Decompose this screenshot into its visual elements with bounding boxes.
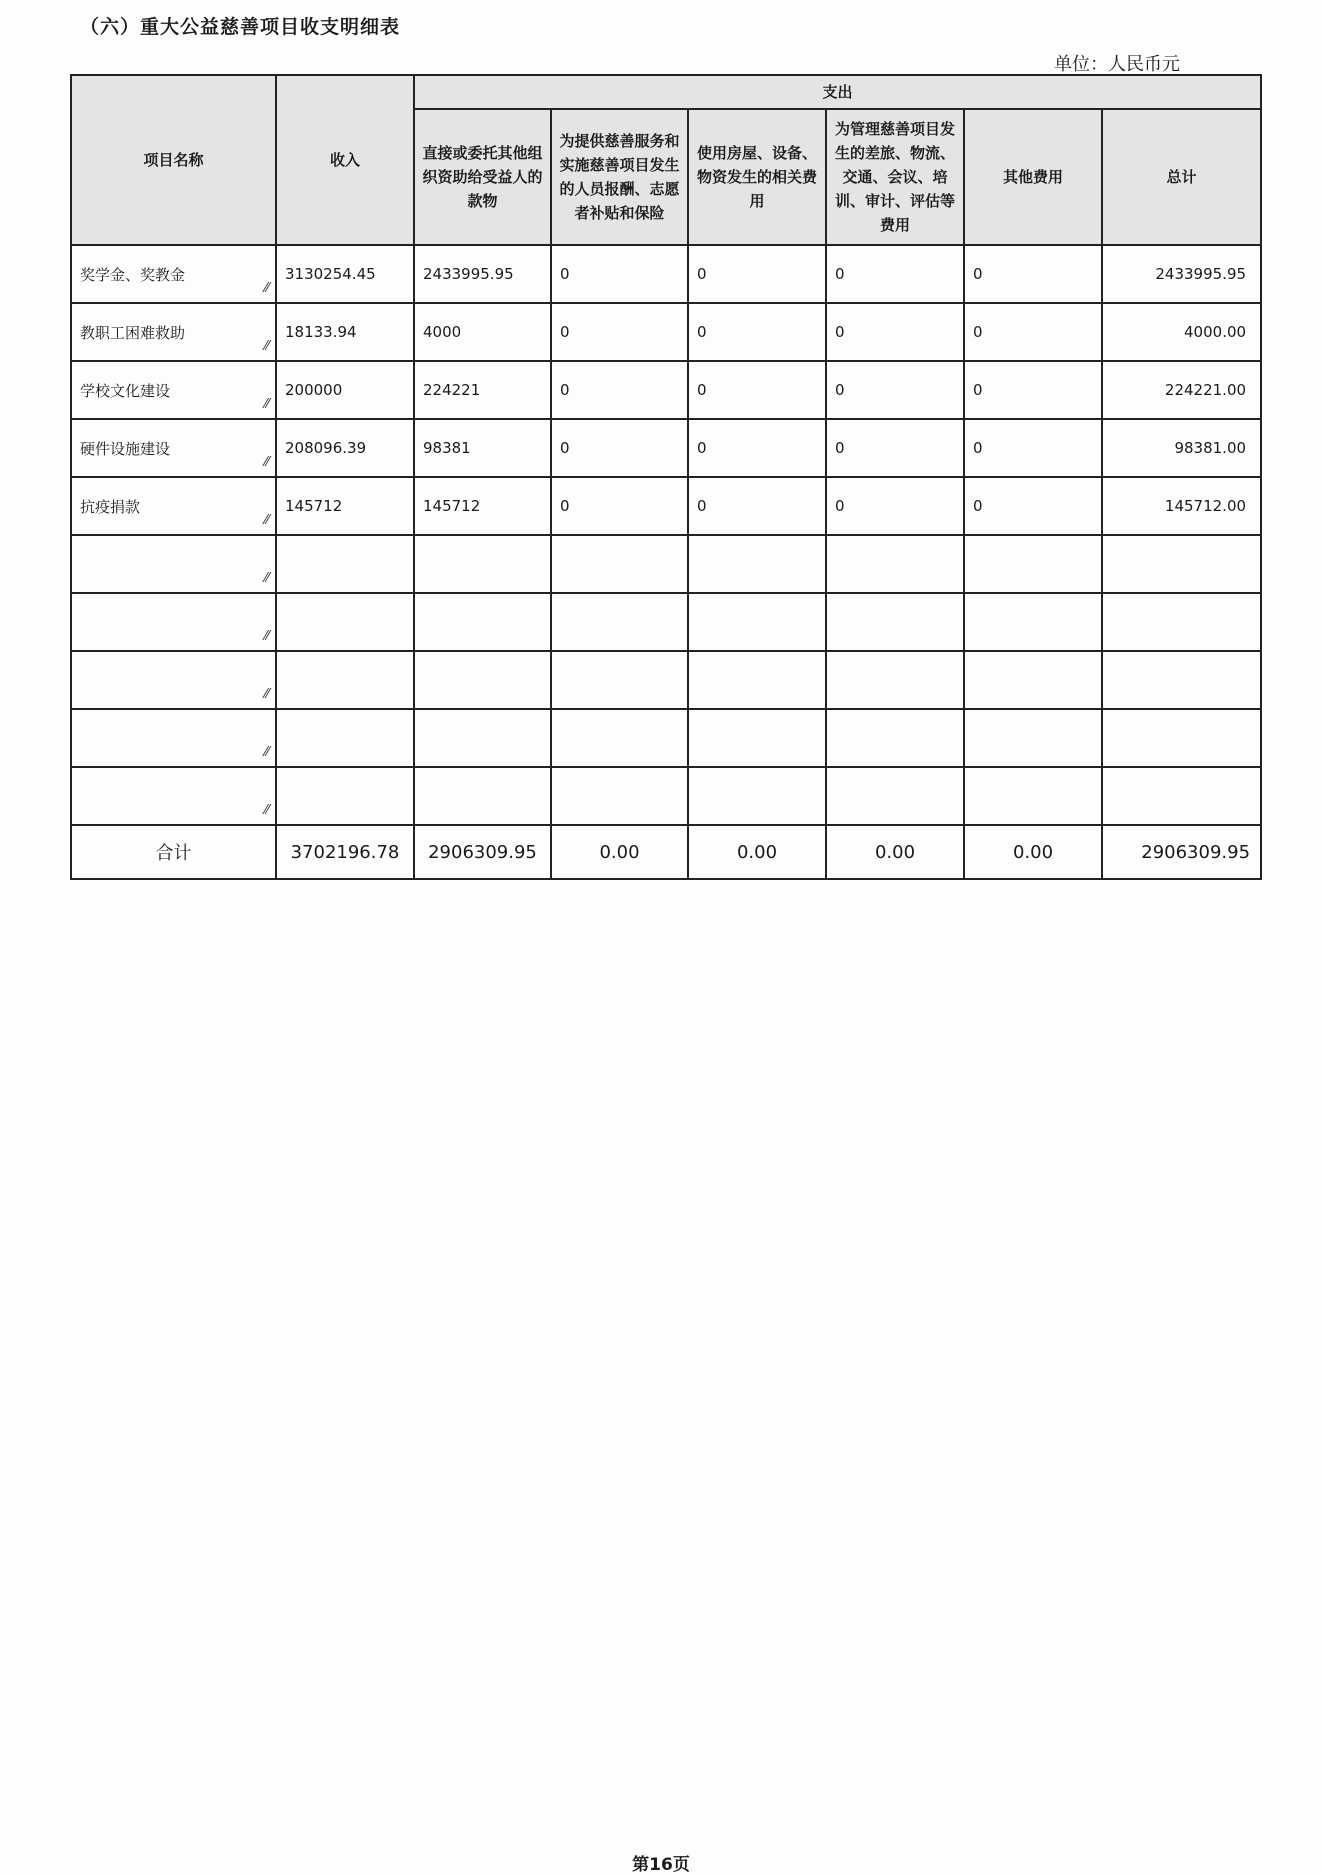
cell-other-cost — [964, 651, 1102, 709]
resize-handle-icon: ⁄⁄ — [264, 571, 269, 586]
resize-handle-icon: ⁄⁄ — [264, 745, 269, 760]
table-row — [71, 709, 1261, 767]
cell-other-cost: 0 — [964, 477, 1102, 535]
header-personnel-cost: 为提供慈善服务和实施慈善项目发生的人员报酬、志愿者补贴和保险 — [551, 109, 688, 245]
cell-income — [276, 593, 414, 651]
cell-management-cost: 0 — [826, 361, 964, 419]
table-row — [71, 419, 1261, 477]
cell-project-name — [71, 767, 276, 825]
table-body — [71, 245, 1261, 825]
cell-project-name — [71, 303, 276, 361]
project-name-text: 抗疫捐款 — [80, 497, 141, 516]
cell-management-cost — [826, 767, 964, 825]
cell-direct-aid: 145712 — [414, 477, 551, 535]
cell-income — [276, 535, 414, 593]
cell-personnel-cost: 0 — [551, 361, 688, 419]
cell-management-cost: 0 — [826, 419, 964, 477]
project-name-text: 教职工困难救助 — [80, 323, 186, 342]
cell-direct-aid: 98381 — [414, 419, 551, 477]
cell-project-name — [71, 651, 276, 709]
cell-facility-cost: 0 — [688, 303, 826, 361]
table-row — [71, 477, 1261, 535]
cell-facility-cost — [688, 709, 826, 767]
header-income: 收入 — [276, 75, 414, 245]
header-other-cost: 其他费用 — [964, 109, 1102, 245]
cell-management-cost: 0 — [826, 477, 964, 535]
cell-direct-aid — [414, 593, 551, 651]
footer-total: 2906309.95 — [1102, 825, 1261, 879]
cell-other-cost: 0 — [964, 303, 1102, 361]
page-number: 第16页 — [632, 1855, 690, 1875]
table-row — [71, 361, 1261, 419]
cell-facility-cost — [688, 593, 826, 651]
cell-personnel-cost: 0 — [551, 477, 688, 535]
header-expense-group: 支出 — [414, 75, 1261, 109]
cell-project-name — [71, 419, 276, 477]
footer-label: 合计 — [71, 825, 276, 879]
cell-project-name — [71, 477, 276, 535]
cell-direct-aid — [414, 651, 551, 709]
resize-handle-icon: ⁄⁄ — [264, 339, 269, 354]
cell-personnel-cost: 0 — [551, 303, 688, 361]
cell-other-cost — [964, 593, 1102, 651]
cell-other-cost — [964, 709, 1102, 767]
cell-personnel-cost — [551, 593, 688, 651]
cell-income: 200000 — [276, 361, 414, 419]
header-management-cost: 为管理慈善项目发生的差旅、物流、交通、会议、培训、审计、评估等费用 — [826, 109, 964, 245]
footer-personnel-cost: 0.00 — [551, 825, 688, 879]
table-row — [71, 245, 1261, 303]
cell-project-name — [71, 593, 276, 651]
cell-total — [1102, 709, 1261, 767]
cell-total: 4000.00 — [1102, 303, 1261, 361]
cell-management-cost — [826, 535, 964, 593]
unit-label: 单位：人民币元 — [1054, 54, 1180, 75]
cell-other-cost: 0 — [964, 245, 1102, 303]
cell-direct-aid: 4000 — [414, 303, 551, 361]
table-row — [71, 767, 1261, 825]
project-name-text: 学校文化建设 — [80, 381, 171, 400]
cell-income — [276, 709, 414, 767]
cell-project-name — [71, 709, 276, 767]
project-name-text: 奖学金、奖教金 — [80, 265, 186, 284]
table-row — [71, 651, 1261, 709]
header-direct-aid: 直接或委托其他组织资助给受益人的款物 — [414, 109, 551, 245]
cell-management-cost — [826, 593, 964, 651]
resize-handle-icon: ⁄⁄ — [264, 455, 269, 470]
cell-management-cost: 0 — [826, 303, 964, 361]
cell-personnel-cost — [551, 767, 688, 825]
cell-direct-aid — [414, 709, 551, 767]
cell-other-cost: 0 — [964, 419, 1102, 477]
cell-personnel-cost — [551, 535, 688, 593]
resize-handle-icon: ⁄⁄ — [264, 281, 269, 296]
cell-total — [1102, 593, 1261, 651]
cell-project-name — [71, 535, 276, 593]
cell-facility-cost — [688, 767, 826, 825]
cell-total: 145712.00 — [1102, 477, 1261, 535]
cell-facility-cost: 0 — [688, 477, 826, 535]
cell-project-name — [71, 245, 276, 303]
cell-facility-cost: 0 — [688, 245, 826, 303]
cell-income: 145712 — [276, 477, 414, 535]
cell-total — [1102, 767, 1261, 825]
cell-total: 224221.00 — [1102, 361, 1261, 419]
cell-total: 2433995.95 — [1102, 245, 1261, 303]
footer-direct-aid: 2906309.95 — [414, 825, 551, 879]
cell-other-cost: 0 — [964, 361, 1102, 419]
cell-total — [1102, 535, 1261, 593]
cell-personnel-cost — [551, 651, 688, 709]
cell-facility-cost — [688, 535, 826, 593]
table-row — [71, 303, 1261, 361]
cell-personnel-cost: 0 — [551, 419, 688, 477]
footer-facility-cost: 0.00 — [688, 825, 826, 879]
cell-income — [276, 767, 414, 825]
header-total: 总计 — [1102, 109, 1261, 245]
cell-direct-aid — [414, 767, 551, 825]
footer-other-cost: 0.00 — [964, 825, 1102, 879]
footer-management-cost: 0.00 — [826, 825, 964, 879]
cell-project-name — [71, 361, 276, 419]
resize-handle-icon: ⁄⁄ — [264, 397, 269, 412]
cell-income: 208096.39 — [276, 419, 414, 477]
cell-direct-aid — [414, 535, 551, 593]
charity-project-table — [70, 74, 1262, 880]
resize-handle-icon: ⁄⁄ — [264, 629, 269, 644]
table-footer-row — [71, 825, 1261, 879]
cell-total — [1102, 651, 1261, 709]
cell-personnel-cost — [551, 709, 688, 767]
cell-income: 18133.94 — [276, 303, 414, 361]
resize-handle-icon: ⁄⁄ — [264, 803, 269, 818]
cell-management-cost — [826, 709, 964, 767]
header-facility-cost: 使用房屋、设备、物资发生的相关费用 — [688, 109, 826, 245]
cell-direct-aid: 2433995.95 — [414, 245, 551, 303]
footer-income: 3702196.78 — [276, 825, 414, 879]
cell-facility-cost — [688, 651, 826, 709]
resize-handle-icon: ⁄⁄ — [264, 687, 269, 702]
cell-other-cost — [964, 767, 1102, 825]
header-project-name: 项目名称 — [71, 75, 276, 245]
cell-income: 3130254.45 — [276, 245, 414, 303]
resize-handle-icon: ⁄⁄ — [264, 513, 269, 528]
cell-income — [276, 651, 414, 709]
cell-management-cost: 0 — [826, 245, 964, 303]
cell-direct-aid: 224221 — [414, 361, 551, 419]
cell-total: 98381.00 — [1102, 419, 1261, 477]
cell-management-cost — [826, 651, 964, 709]
project-name-text: 硬件设施建设 — [80, 439, 171, 458]
cell-personnel-cost: 0 — [551, 245, 688, 303]
cell-other-cost — [964, 535, 1102, 593]
cell-facility-cost: 0 — [688, 419, 826, 477]
section-title: （六）重大公益慈善项目收支明细表 — [80, 16, 401, 38]
table-row — [71, 593, 1261, 651]
table-row — [71, 535, 1261, 593]
cell-facility-cost: 0 — [688, 361, 826, 419]
